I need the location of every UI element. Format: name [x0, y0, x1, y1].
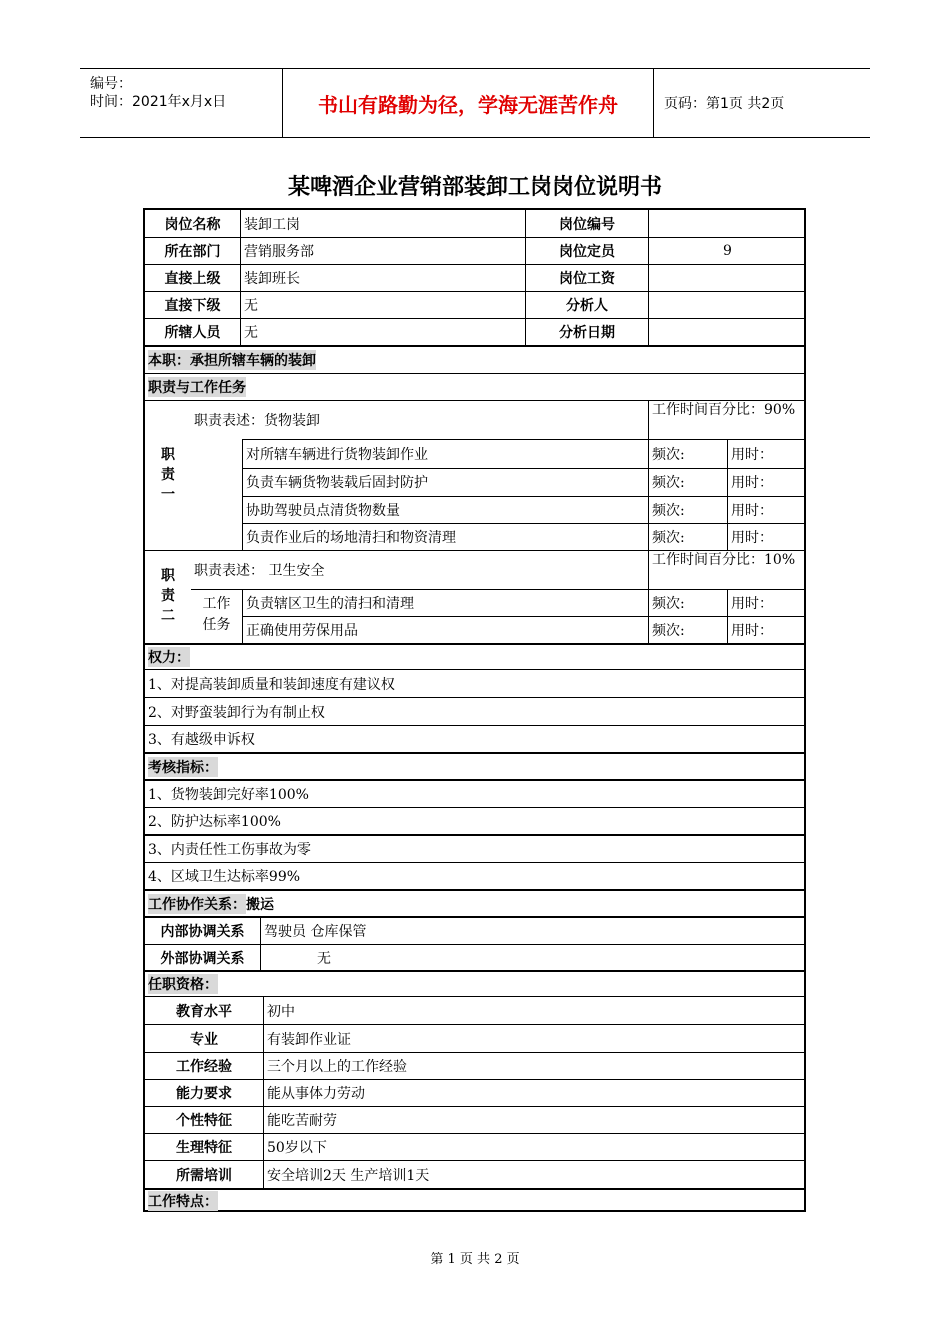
page-header — [80, 68, 870, 138]
value-supervisor: 装卸班长 — [244, 270, 300, 287]
value-personality: 能吃苦耐劳 — [267, 1113, 337, 1129]
label-position-code: 岗位编号 — [559, 216, 615, 233]
value-ability: 能从事体力劳动 — [267, 1086, 365, 1102]
duty1-task-2-freq: 频次: — [652, 475, 685, 491]
label-analysis-date: 分析日期 — [559, 324, 615, 341]
kpi-item-2: 2、防护达标率100% — [148, 814, 281, 830]
page-info: 页码：第1页 共2页 — [664, 96, 785, 112]
authority-item-3: 3、有越级申诉权 — [148, 732, 255, 748]
value-physical: 50岁以下 — [267, 1140, 327, 1156]
kpi-item-4: 4、区域卫生达标率99% — [148, 869, 301, 885]
duty1-description: 职责表述：货物装卸 — [194, 412, 320, 429]
label-department: 所在部门 — [164, 243, 221, 260]
value-headcount: 9 — [723, 242, 732, 259]
label-personality: 个性特征 — [176, 1113, 232, 1129]
value-salary — [649, 264, 806, 291]
duty1-label: 职 责 一 — [161, 447, 175, 503]
label-subordinate: 直接下级 — [164, 297, 221, 314]
value-internal-coordination: 驾驶员 仓库保管 — [264, 924, 367, 940]
duty1-task-2-time: 用时： — [731, 475, 773, 491]
duty2-label: 职 责 二 — [161, 568, 175, 624]
value-education: 初中 — [267, 1003, 295, 1020]
cooperation-heading-value: 搬运 — [246, 896, 274, 913]
duties-heading: 职责与工作任务 — [145, 374, 806, 400]
duty2-percent: 工作时间百分比：10% — [652, 552, 796, 568]
authority-item-1: 1、对提高装卸质量和装卸速度有建议权 — [148, 676, 395, 693]
duty2-task-label: 工作 任务 — [202, 596, 231, 633]
label-training: 所需培训 — [176, 1167, 232, 1184]
kpi-item-1: 1、货物装卸完好率100% — [148, 787, 309, 803]
header-meta — [80, 69, 283, 137]
value-analyst — [649, 291, 806, 318]
value-major: 有装卸作业证 — [267, 1031, 351, 1048]
label-ability: 能力要求 — [176, 1086, 232, 1102]
duty1-task-1-freq: 频次: — [652, 446, 685, 463]
label-salary: 岗位工资 — [559, 270, 615, 287]
kpi-heading: 考核指标： — [145, 754, 806, 779]
page-footer: 第 1 页 共 2 页 — [430, 1252, 520, 1267]
authority-heading: 权力： — [145, 645, 806, 669]
duty2-task-1: 负责辖区卫生的清扫和清理 — [246, 595, 414, 612]
duty2-task-2-freq: 频次: — [652, 622, 685, 639]
document-title: 某啤酒企业营销部装卸工岗岗位说明书 — [287, 175, 662, 200]
duty1-percent: 工作时间百分比：90% — [652, 402, 796, 418]
duty1-task-4-freq: 频次: — [652, 529, 685, 546]
value-position-code — [649, 210, 806, 237]
value-external-coordination: 无 — [317, 950, 331, 967]
duty1-task-4-time: 用时： — [731, 529, 773, 546]
qualification-heading: 任职资格： — [145, 972, 806, 996]
label-supervisor: 直接上级 — [164, 270, 221, 287]
duty2-task-1-time: 用时： — [731, 595, 773, 612]
value-subordinate: 无 — [244, 297, 258, 314]
cooperation-heading: 工作协作关系： 搬运 — [145, 891, 806, 916]
value-analysis-date — [649, 318, 806, 345]
kpi-item-3: 3、内责任性工伤事故为零 — [148, 842, 311, 858]
duty1-task-3: 协助驾驶员点清货物数量 — [246, 502, 400, 519]
job-description-table — [143, 208, 806, 1212]
work-features-heading: 工作特点： — [145, 1190, 806, 1212]
duty1-task-3-freq: 频次: — [652, 502, 685, 519]
label-analyst: 分析人 — [566, 297, 608, 314]
duty2-task-1-freq: 频次: — [652, 595, 685, 612]
duty1-task-1-time: 用时： — [731, 446, 773, 463]
label-staff: 所辖人员 — [164, 324, 221, 341]
motto: 书山有路勤为径，学海无涯苦作舟 — [283, 69, 654, 137]
duty2-description: 职责表述： 卫生安全 — [194, 562, 325, 579]
duty-summary: 本职：承担所辖车辆的装卸 — [145, 347, 806, 373]
label-internal-coordination: 内部协调关系 — [160, 924, 245, 940]
duty1-task-2: 负责车辆货物装载后固封防护 — [246, 475, 428, 491]
value-training: 安全培训2天 生产培训1天 — [267, 1167, 430, 1184]
label-external-coordination: 外部协调关系 — [160, 950, 245, 967]
label-headcount: 岗位定员 — [559, 243, 615, 260]
duty2-task-2: 正确使用劳保用品 — [246, 622, 358, 639]
duty1-task-1: 对所辖车辆进行货物装卸作业 — [246, 446, 428, 463]
label-position-name: 岗位名称 — [164, 216, 221, 233]
duty2-task-2-time: 用时： — [731, 622, 773, 639]
authority-item-2: 2、对野蛮装卸行为有制止权 — [148, 704, 325, 721]
duty1-task-3-time: 用时： — [731, 502, 773, 519]
time-label: 时间：2021年x月x日 — [90, 94, 227, 110]
label-education: 教育水平 — [176, 1003, 232, 1020]
label-physical: 生理特征 — [176, 1140, 232, 1156]
number-label: 编号： — [90, 76, 132, 92]
label-experience: 工作经验 — [176, 1059, 232, 1075]
value-department: 营销服务部 — [244, 243, 314, 260]
label-major: 专业 — [190, 1031, 218, 1048]
value-experience: 三个月以上的工作经验 — [267, 1059, 407, 1075]
value-staff: 无 — [244, 324, 258, 341]
value-position-name: 装卸工岗 — [244, 216, 300, 233]
duty1-task-4: 负责作业后的场地清扫和物资清理 — [246, 529, 456, 546]
